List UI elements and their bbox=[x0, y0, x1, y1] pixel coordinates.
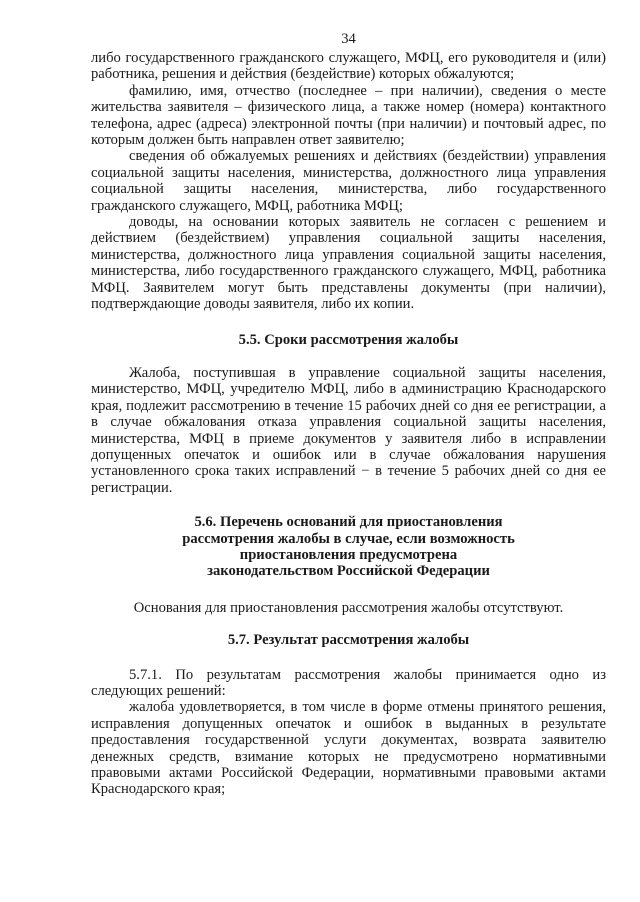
section-heading: 5.5. Сроки рассмотрения жалобы bbox=[238, 331, 459, 348]
heading-line: рассмотрения жалобы в случае, если возможность bbox=[182, 530, 515, 547]
section-5-6 bbox=[91, 514, 606, 616]
heading-line: приостановления предусмотрена bbox=[239, 546, 458, 563]
section-5-4-continuation bbox=[91, 50, 606, 313]
section-heading: 5.7. Результат рассмотрения жалобы bbox=[227, 632, 470, 649]
section-5-5 bbox=[91, 332, 606, 497]
paragraph: фамилию, имя, отчество (последнее – при наличии), сведения о месте жительства заявителя – физического лица, а также номер (номера) контактного телефона, адрес (адреса) электронной почты (при наличии) и почтовый адрес, по которым должен быть направлен ответ заявителю; bbox=[91, 82, 606, 149]
paragraph: либо государственного гражданского служащего, МФЦ, его руководителя и (или) работника, решения и действия (бездействие) которых обжалуются; bbox=[91, 50, 606, 83]
paragraph: доводы, на основании которых заявитель не согласен с решением и действием (бездействием) управления социальной защиты населения, министерства, должностного лица управления социальной защиты населения, министерства, либо государственного гражданского служащего, МФЦ, работника МФЦ. Заявителем могут быть представлены документы (при наличии), подтверждающие доводы заявителя, либо их копии. bbox=[91, 214, 606, 313]
paragraph: жалоба удовлетворяется, в том числе в форме отмены принятого решения, исправления допущенных опечаток и ошибок в выданных в результате предоставления государственной услуги документах, возврата заявителю денежных средств, взимание которых не предусмотрено нормативными правовыми актами Российской Федерации, нормативными правовыми актами Краснодарского края; bbox=[91, 699, 606, 798]
paragraph: сведения об обжалуемых решениях и действиях (бездействии) управления социальной защиты населения, министерства, должностного лица управления социальной защиты населения, министерства, либо государственного гражданского служащего, МФЦ, работника МФЦ; bbox=[91, 148, 606, 214]
heading-line: законодательством Российской Федерации bbox=[207, 563, 490, 580]
paragraph: Основания для приостановления рассмотрения жалобы отсутствуют. bbox=[133, 599, 564, 616]
paragraph: 5.7.1. По результатам рассмотрения жалобы принимается одно из следующих решений: bbox=[91, 666, 606, 699]
section-5-7 bbox=[91, 632, 606, 798]
page-number: 34 bbox=[341, 31, 356, 47]
paragraph: Жалоба, поступившая в управление социальной защиты населения, министерство, МФЦ, учредителю МФЦ, либо в администрацию Краснодарского края, подлежит рассмотрению в течение 15 рабочих дней со дня ее регистрации, а в случае обжалования отказа управления социальной защиты населения, министерства, МФЦ в приеме документов у заявителя либо в исправлении допущенных опечаток и ошибок или в случае обжалования нарушения установленного срока таких исправлений − в течение 5 рабочих дней со дня ее регистрации. bbox=[91, 364, 606, 496]
section-heading bbox=[91, 514, 606, 580]
heading-line: 5.6. Перечень оснований для приостановления bbox=[194, 514, 503, 531]
